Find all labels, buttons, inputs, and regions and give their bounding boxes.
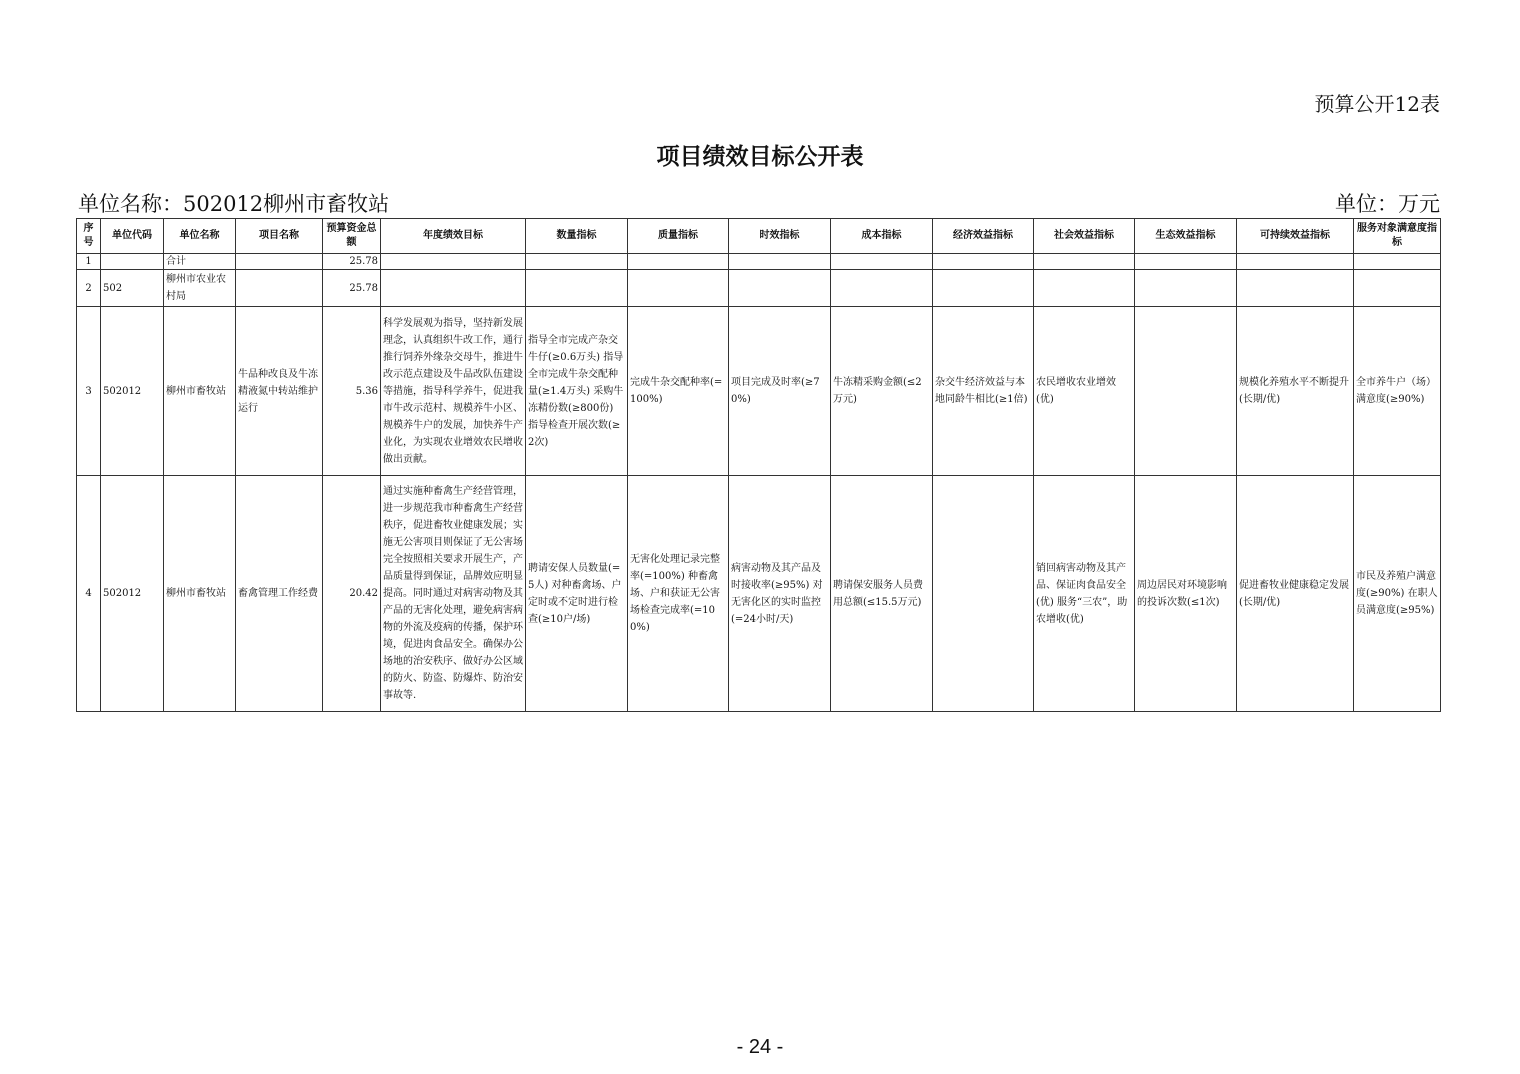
cell-no: 2 xyxy=(77,270,101,307)
col-header: 数量指标 xyxy=(526,219,628,254)
cell-quantity xyxy=(526,270,628,307)
cell-cost xyxy=(831,270,933,307)
cell-no: 4 xyxy=(77,476,101,712)
col-header: 社会效益指标 xyxy=(1034,219,1135,254)
performance-table xyxy=(76,218,1441,712)
cell-social: 销回病害动物及其产品、保证肉食品安全(优) 服务“三农”，助农增收(优) xyxy=(1034,476,1135,712)
col-header: 单位代码 xyxy=(101,219,164,254)
cell-budget: 25.78 xyxy=(323,254,381,270)
cell-code: 502012 xyxy=(101,476,164,712)
col-header: 质量指标 xyxy=(628,219,729,254)
table-row xyxy=(77,476,1441,712)
cell-budget: 20.42 xyxy=(323,476,381,712)
col-header: 项目名称 xyxy=(236,219,323,254)
col-header: 单位名称 xyxy=(164,219,236,254)
cell-cost: 牛冻精采购金额(≤2万元) xyxy=(831,307,933,476)
cell-social xyxy=(1034,254,1135,270)
table-row xyxy=(77,307,1441,476)
cell-goal: 通过实施种畜禽生产经营管理，进一步规范我市种畜禽生产经营秩序，促进畜牧业健康发展；实施无公害项目则保证了无公害场完全按照相关要求开展生产，产品质量得到保证，品牌效应明显提高。同时通过对病害动物及其产品的无害化处理，避免病害病物的外流及疫病的传播，保护环境，促进肉食品安全。确保办公场地的治安秩序、做好办公区域的防火、防盗、防爆炸、防治安事故等. xyxy=(381,476,526,712)
col-header: 可持续效益指标 xyxy=(1237,219,1354,254)
cell-timeliness: 病害动物及其产品及时接收率(≥95%) 对无害化区的实时监控(=24小时/天) xyxy=(729,476,831,712)
cell-ecological: 周边居民对环境影响的投诉次数(≤1次) xyxy=(1135,476,1237,712)
cell-quality: 完成牛杂交配种率(=100%) xyxy=(628,307,729,476)
cell-budget: 25.78 xyxy=(323,270,381,307)
cell-timeliness: 项目完成及时率(≥70%) xyxy=(729,307,831,476)
col-header: 生态效益指标 xyxy=(1135,219,1237,254)
col-header: 序号 xyxy=(77,219,101,254)
cell-project xyxy=(236,270,323,307)
cell-sustainable: 促进畜牧业健康稳定发展(长期/优) xyxy=(1237,476,1354,712)
cell-unit-name: 柳州市农业农村局 xyxy=(164,270,236,307)
cell-sustainable xyxy=(1237,254,1354,270)
currency-unit: 单位：万元 xyxy=(1335,192,1440,216)
cell-ecological xyxy=(1135,270,1237,307)
cell-code: 502012 xyxy=(101,307,164,476)
cell-code xyxy=(101,254,164,270)
table-row xyxy=(77,254,1441,270)
cell-goal xyxy=(381,254,526,270)
table-row xyxy=(77,270,1441,307)
cell-quantity: 指导全市完成产杂交牛仔(≥0.6万头) 指导全市完成牛杂交配种量(≥1.4万头) 采购牛冻精份数(≥800份) 指导检查开展次数(≥2次) xyxy=(526,307,628,476)
cell-no: 1 xyxy=(77,254,101,270)
unit-name: 单位名称：502012柳州市畜牧站 xyxy=(78,192,390,216)
page-number: - 24 - xyxy=(736,1036,784,1058)
cell-goal: 科学发展观为指导，坚持新发展理念，认真组织牛改工作，通行推行饲养外缘杂交母牛，推进牛改示范点建设及牛品改队伍建设等措施，指导科学养牛，促进我市牛改示范村、规模养牛小区、规模养牛户的发展，加快养牛产业化，为实现农业增效农民增收做出贡献。 xyxy=(381,307,526,476)
cell-timeliness xyxy=(729,254,831,270)
cell-sustainable xyxy=(1237,270,1354,307)
cell-satisfaction: 全市养牛户（场）满意度(≥90%) xyxy=(1354,307,1441,476)
cell-quality xyxy=(628,270,729,307)
cell-cost xyxy=(831,254,933,270)
cell-satisfaction: 市民及养殖户满意度(≥90%) 在职人员满意度(≥95%) xyxy=(1354,476,1441,712)
cell-code: 502 xyxy=(101,270,164,307)
cell-social xyxy=(1034,270,1135,307)
cell-cost: 聘请保安服务人员费用总额(≤15.5万元) xyxy=(831,476,933,712)
cell-goal xyxy=(381,270,526,307)
cell-quality xyxy=(628,254,729,270)
table-header-row xyxy=(77,219,1441,254)
cell-ecological xyxy=(1135,307,1237,476)
cell-quality: 无害化处理记录完整率(=100%) 种畜禽场、户和获证无公害场检查完成率(=100%) xyxy=(628,476,729,712)
col-header: 经济效益指标 xyxy=(933,219,1034,254)
cell-quantity: 聘请安保人员数量(=5人) 对种畜禽场、户定时或不定时进行检查(≥10户/场) xyxy=(526,476,628,712)
cell-satisfaction xyxy=(1354,270,1441,307)
cell-economic: 杂交牛经济效益与本地同龄牛相比(≥1倍) xyxy=(933,307,1034,476)
cell-quantity xyxy=(526,254,628,270)
page-title: 项目绩效目标公开表 xyxy=(656,144,864,170)
cell-project: 牛品种改良及牛冻精液氮中转站维护运行 xyxy=(236,307,323,476)
cell-project xyxy=(236,254,323,270)
col-header: 成本指标 xyxy=(831,219,933,254)
cell-budget: 5.36 xyxy=(323,307,381,476)
cell-unit-name: 合计 xyxy=(164,254,236,270)
cell-economic xyxy=(933,254,1034,270)
form-number: 预算公开12表 xyxy=(1314,92,1440,116)
cell-satisfaction xyxy=(1354,254,1441,270)
col-header: 服务对象满意度指标 xyxy=(1354,219,1441,254)
cell-unit-name: 柳州市畜牧站 xyxy=(164,307,236,476)
cell-unit-name: 柳州市畜牧站 xyxy=(164,476,236,712)
cell-no: 3 xyxy=(77,307,101,476)
col-header: 预算资金总额 xyxy=(323,219,381,254)
cell-ecological xyxy=(1135,254,1237,270)
cell-economic xyxy=(933,270,1034,307)
cell-economic xyxy=(933,476,1034,712)
col-header: 年度绩效目标 xyxy=(381,219,526,254)
cell-sustainable: 规模化养殖水平不断提升(长期/优) xyxy=(1237,307,1354,476)
cell-project: 畜禽管理工作经费 xyxy=(236,476,323,712)
col-header: 时效指标 xyxy=(729,219,831,254)
cell-timeliness xyxy=(729,270,831,307)
cell-social: 农民增收农业增效(优) xyxy=(1034,307,1135,476)
